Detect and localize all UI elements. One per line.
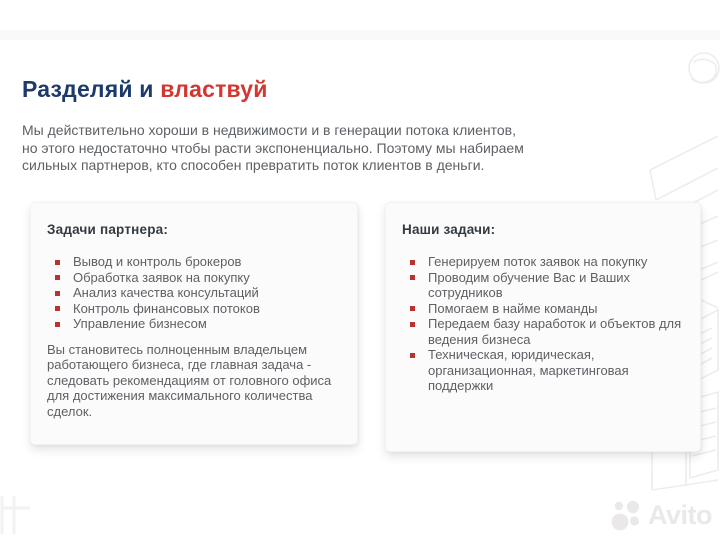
list-item xyxy=(47,316,343,332)
list-item-line: Передаем базу наработок и объектов для xyxy=(428,316,682,331)
paragraph-line: Вы становитесь полноценным владельцем xyxy=(47,341,308,357)
list-item-line: сотрудников xyxy=(428,285,503,300)
list-item xyxy=(402,254,686,270)
list-item-line: Генерируем поток заявок на покупку xyxy=(428,254,648,269)
intro-line: Мы действительно хороши в недвижимости и в генерации потока клиентов, xyxy=(22,122,516,138)
our-tasks-card xyxy=(385,202,701,452)
paragraph-line: сделок. xyxy=(47,403,93,419)
partner-tasks-heading: Задачи партнера: xyxy=(47,222,169,237)
our-tasks-heading: Наши задачи: xyxy=(402,222,496,237)
list-item-line: Управление бизнесом xyxy=(73,316,207,331)
avito-logo-text: Avito xyxy=(648,499,712,530)
partner-tasks-card xyxy=(30,202,358,445)
list-item-line: Анализ качества консультаций xyxy=(73,285,259,300)
slide-title-navy: Разделяй и xyxy=(22,76,161,102)
list-item xyxy=(402,316,686,347)
list-item xyxy=(47,301,343,317)
list-item-line: ведения бизнеса xyxy=(428,331,531,347)
list-item xyxy=(402,347,686,394)
avito-logo-watermark xyxy=(610,498,712,532)
list-item xyxy=(402,301,686,317)
list-item xyxy=(47,254,343,270)
list-item-line: поддержки xyxy=(428,378,494,393)
slide-title xyxy=(22,76,268,103)
slide-title-red: властвуй xyxy=(160,76,268,102)
list-item-line: Вывод и контроль брокеров xyxy=(73,254,242,269)
list-item xyxy=(402,270,686,301)
partner-tasks-list xyxy=(47,254,343,332)
intro-line: но этого недостаточно чтобы расти экспоненциально. Поэтому мы набираем xyxy=(22,139,524,156)
intro-line: сильных партнеров, кто способен превратить поток клиентов в деньги. xyxy=(22,157,485,173)
list-item-line: Контроль финансовых потоков xyxy=(73,300,260,316)
paragraph-line: работающего бизнеса, где главная задача - xyxy=(47,357,312,372)
list-item xyxy=(47,285,343,301)
partner-card-paragraph xyxy=(47,342,343,420)
list-item-line: организационная, маркетинговая xyxy=(428,362,629,378)
our-tasks-list xyxy=(402,254,686,394)
list-item-line: Обработка заявок на покупку xyxy=(73,269,250,285)
avito-dots-icon xyxy=(610,498,644,532)
corner-marks-watermark xyxy=(0,494,50,538)
list-item xyxy=(47,270,343,286)
list-item-line: Техническая, юридическая, xyxy=(428,347,595,362)
list-item-line: Помогаем в найме команды xyxy=(428,300,598,316)
intro-paragraph xyxy=(22,122,524,175)
list-item-line: Проводим обучение Вас и Ваших xyxy=(428,269,631,285)
top-accent-band xyxy=(0,30,720,40)
paragraph-line: следовать рекомендациям от головного офиса xyxy=(47,372,332,388)
paragraph-line: для достижения максимального количества xyxy=(47,388,313,403)
